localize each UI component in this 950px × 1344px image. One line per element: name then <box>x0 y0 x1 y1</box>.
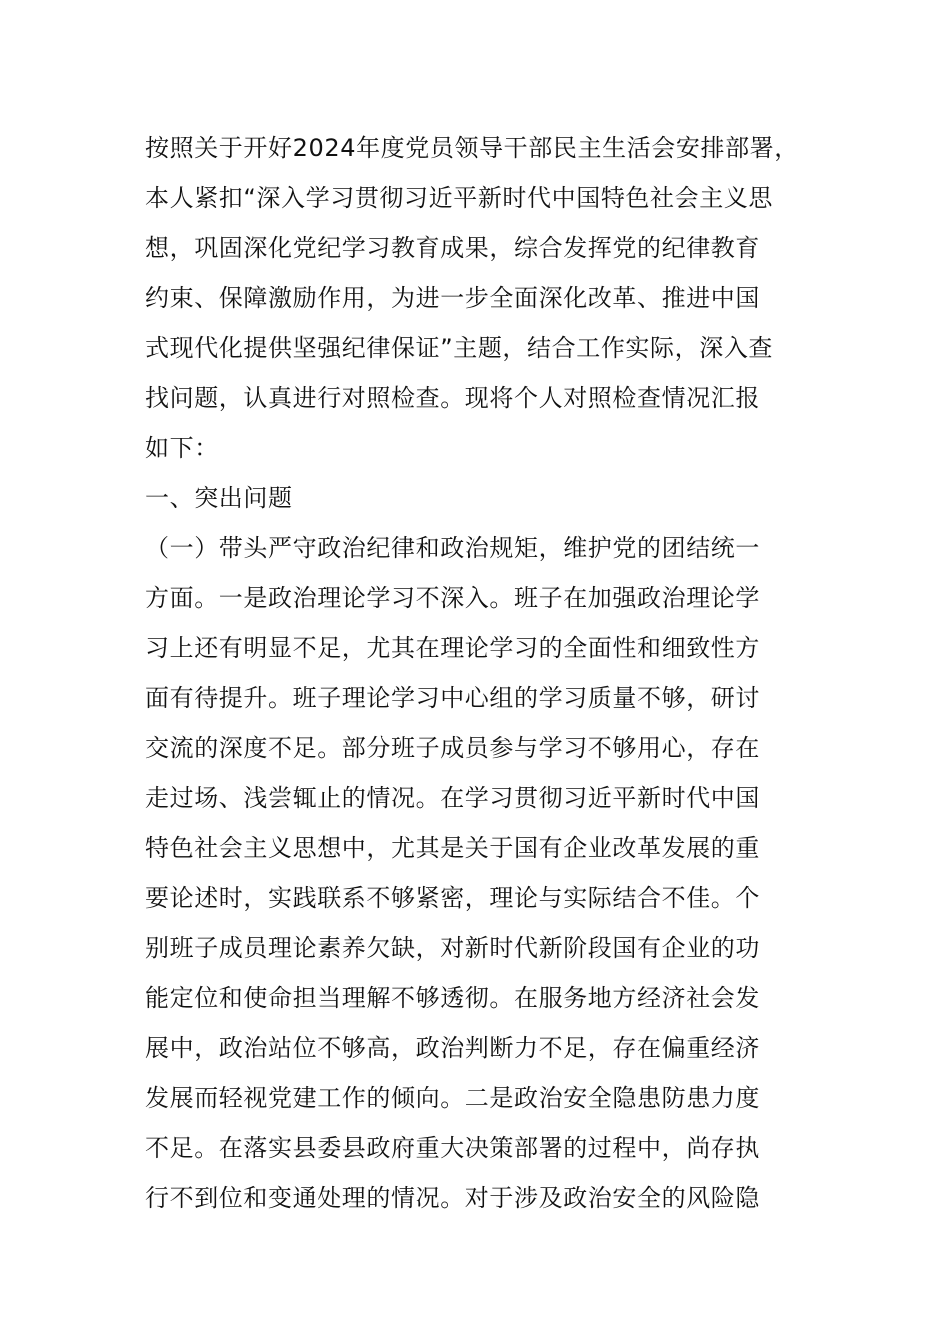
paragraph-line: 按照关于开好2024年度党员领导干部民主生活会安排部署， <box>145 134 799 162</box>
paragraph-line: 行不到位和变通处理的情况。对于涉及政治安全的风险隐 <box>145 1184 760 1212</box>
paragraph-line: 想，巩固深化党纪学习教育成果，综合发挥党的纪律教育 <box>145 234 760 262</box>
paragraph-line: 如下： <box>145 434 219 462</box>
paragraph-line: 不足。在落实县委县政府重大决策部署的过程中，尚存执 <box>145 1134 760 1162</box>
paragraph-line: 方面。一是政治理论学习不深入。班子在加强政治理论学 <box>145 584 760 612</box>
paragraph-line: 式现代化提供坚强纪律保证”主题，结合工作实际，深入查 <box>145 334 774 362</box>
paragraph-line: 走过场、浅尝辄止的情况。在学习贯彻习近平新时代中国 <box>145 784 760 812</box>
paragraph-line: 展中，政治站位不够高，政治判断力不足，存在偏重经济 <box>145 1034 760 1062</box>
paragraph-line: （一）带头严守政治纪律和政治规矩，维护党的团结统一 <box>145 534 760 562</box>
paragraph-line: 交流的深度不足。部分班子成员参与学习不够用心，存在 <box>145 734 760 762</box>
paragraph-line: 发展而轻视党建工作的倾向。二是政治安全隐患防患力度 <box>145 1084 760 1112</box>
paragraph-line: 本人紧扣“深入学习贯彻习近平新时代中国特色社会主义思 <box>145 184 774 212</box>
paragraph-line: 习上还有明显不足，尤其在理论学习的全面性和细致性方 <box>145 634 760 662</box>
paragraph-line: 找问题，认真进行对照检查。现将个人对照检查情况汇报 <box>145 384 760 412</box>
paragraph-line: 面有待提升。班子理论学习中心组的学习质量不够，研讨 <box>145 684 760 712</box>
paragraph-line: 别班子成员理论素养欠缺，对新时代新阶段国有企业的功 <box>145 934 760 962</box>
paragraph-line: 能定位和使命担当理解不够透彻。在服务地方经济社会发 <box>145 984 760 1012</box>
paragraph-line: 特色社会主义思想中，尤其是关于国有企业改革发展的重 <box>145 834 760 862</box>
paragraph-line: 要论述时，实践联系不够紧密，理论与实际结合不佳。个 <box>145 884 760 912</box>
section-heading: 一、突出问题 <box>145 484 293 512</box>
paragraph-line: 约束、保障激励作用，为进一步全面深化改革、推进中国 <box>145 284 760 312</box>
document-body <box>145 123 815 1223</box>
